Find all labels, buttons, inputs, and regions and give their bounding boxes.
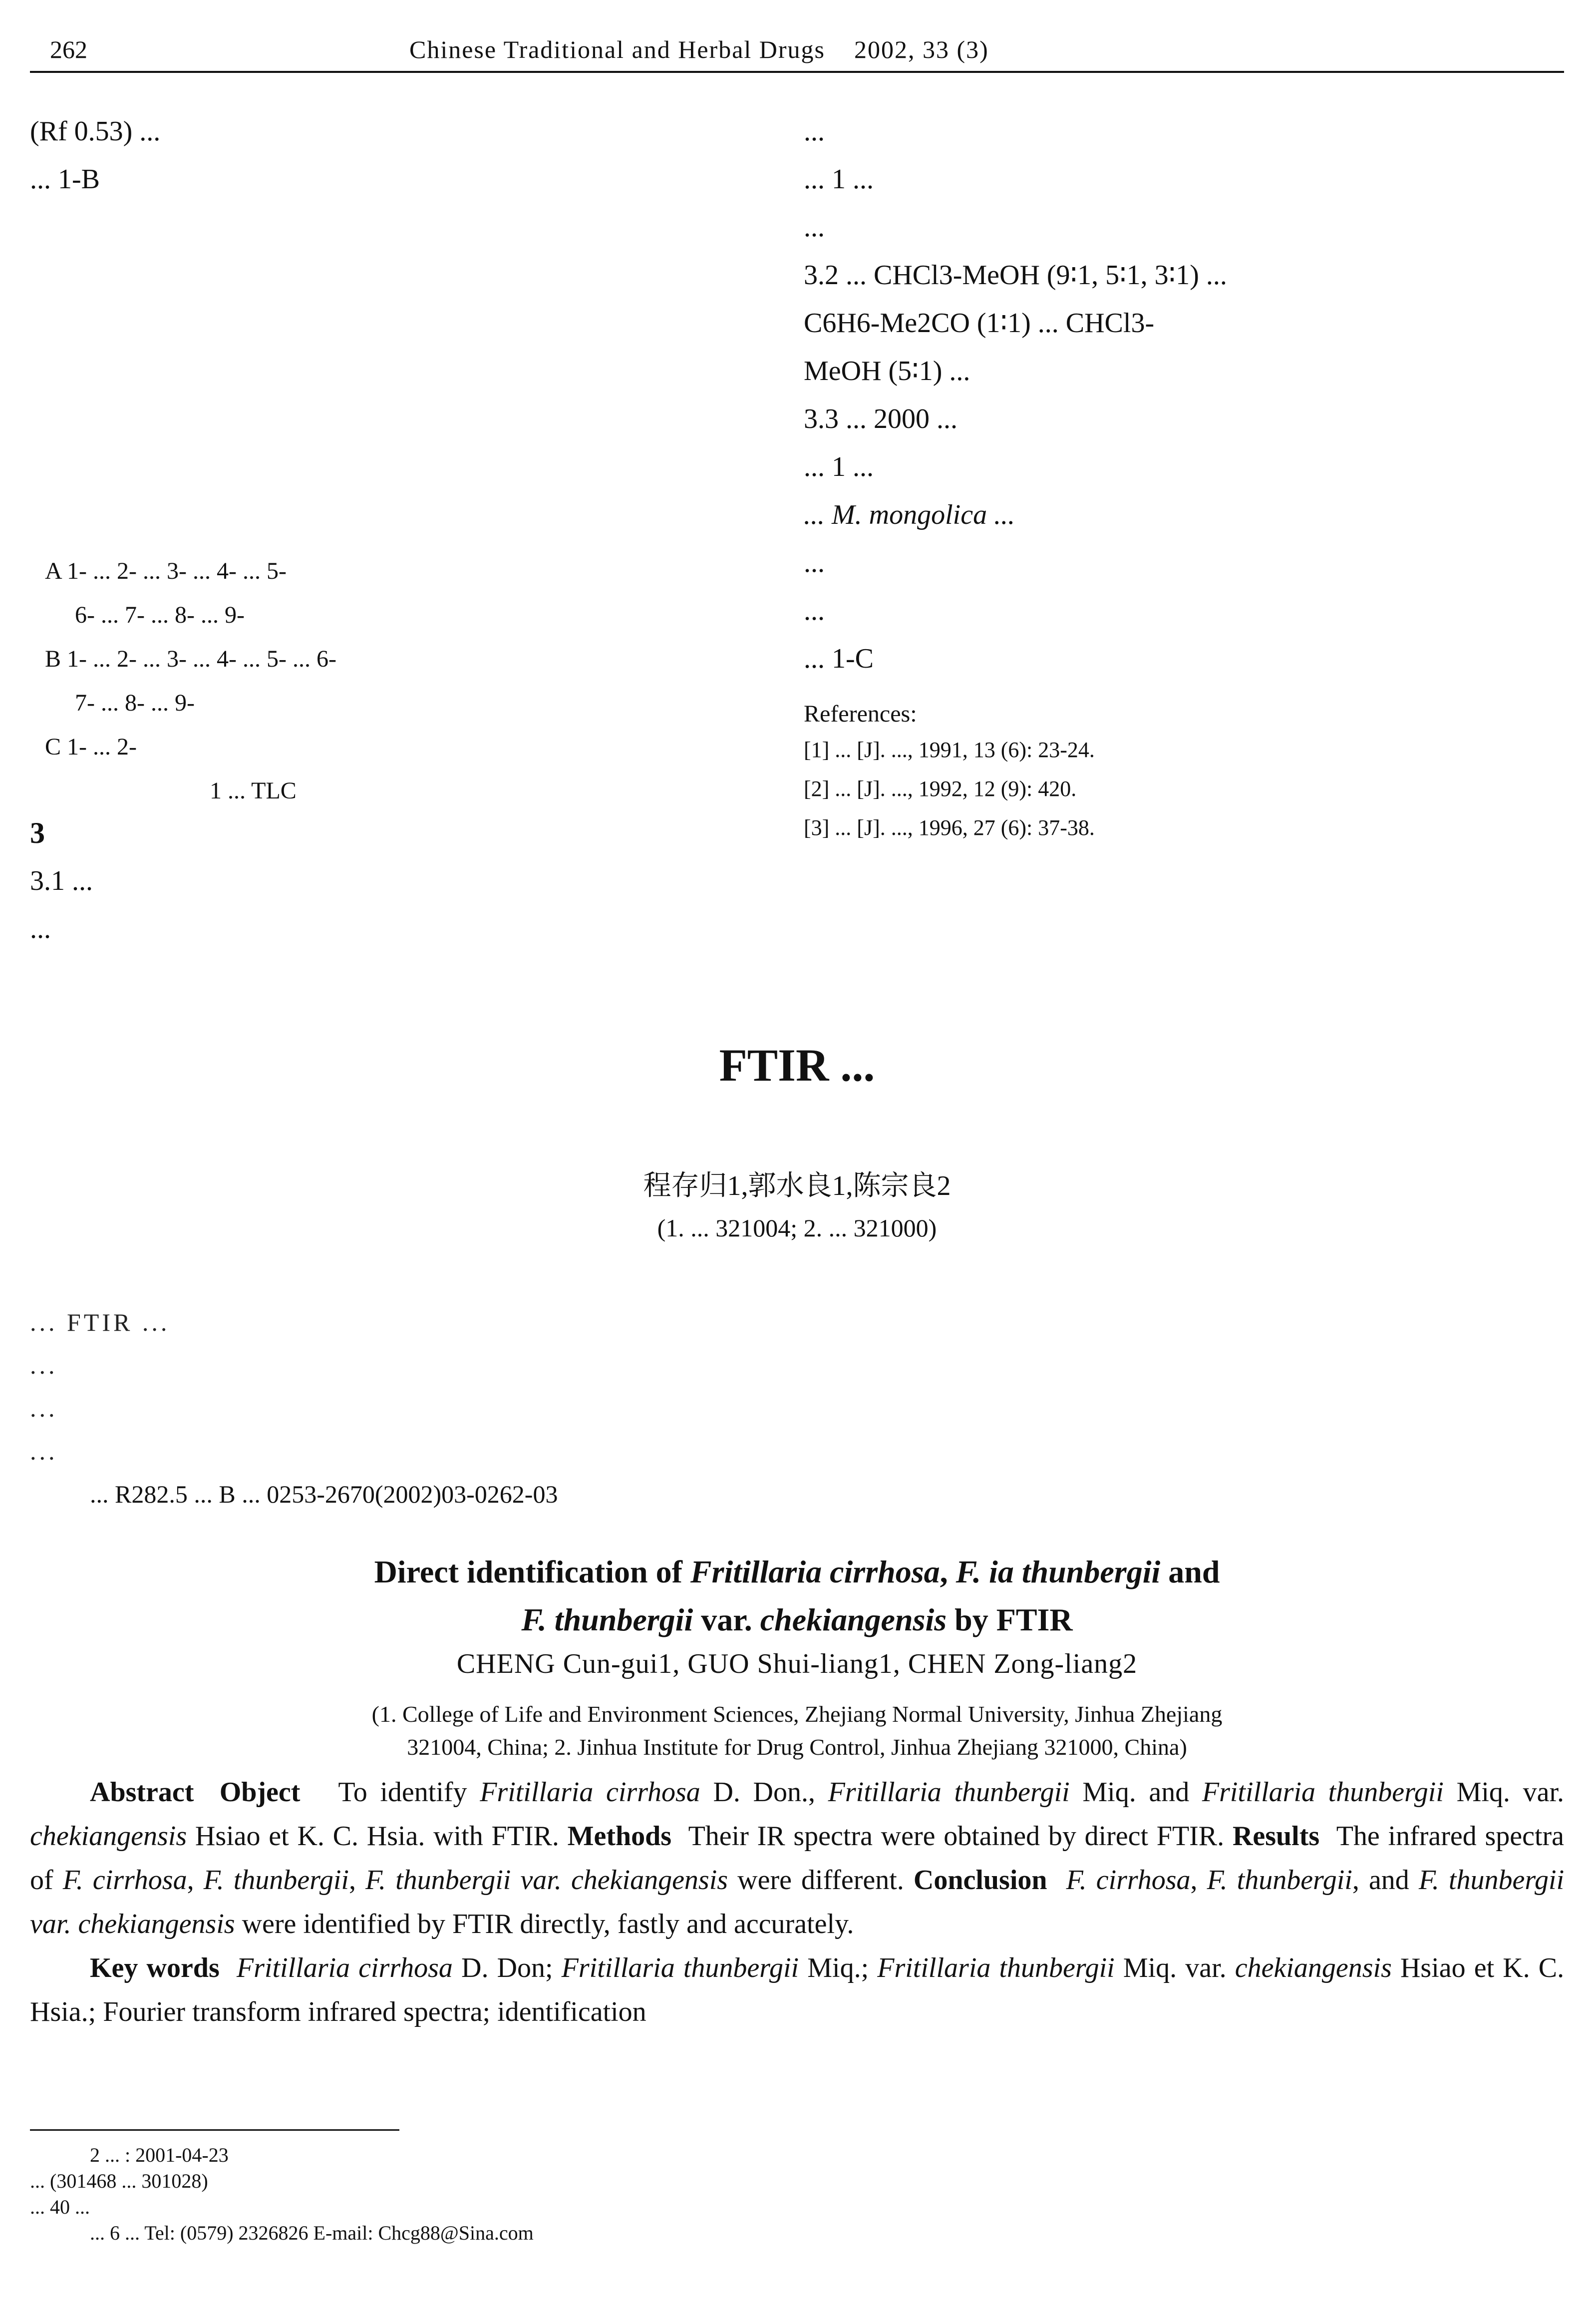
legend-line: A 1- ... 2- ... 3- ... 4- ... 5-	[45, 558, 287, 584]
cn-abstract-line: ... FTIR ...	[30, 1308, 170, 1336]
footnote-line: ... 40 ...	[30, 2196, 90, 2218]
received-date: 2 ... : 2001-04-23	[90, 2144, 229, 2166]
figure-caption: 1 ... TLC	[210, 777, 297, 804]
page-number: 262	[50, 35, 87, 63]
english-authors: CHENG Cun-gui1, GUO Shui-liang1, CHEN Zong-liang2	[456, 1648, 1138, 1679]
section-heading: 3	[30, 816, 45, 849]
chinese-authors: 程存归1,郭水良1,陈宗良2	[643, 1170, 951, 1201]
section-line: ...	[30, 913, 51, 944]
right-line: C6H6-Me2CO (1∶1) ... CHCl3-	[804, 308, 1155, 339]
chinese-title: FTIR ...	[719, 1040, 875, 1091]
right-line: ...	[804, 116, 825, 147]
left-column	[30, 107, 754, 203]
right-line: ... 1 ...	[804, 451, 874, 482]
left-line-2: ... 1-B	[30, 164, 100, 195]
footnote-line: ... (301468 ... 301028)	[30, 2170, 208, 2192]
right-line: 3.2 ... CHCl3-MeOH (9∶1, 5∶1, 3∶1) ...	[804, 260, 1227, 291]
legend-line: 6- ... 7- ... 8- ... 9-	[75, 602, 245, 628]
keywords-paragraph: Key words Fritillaria cirrhosa D. Don; Fritillaria thunbergii Miq.; Fritillaria thunbergii Miq. var. chekiangensis Hsiao et K. C. Hsia.; Fourier transform infrared spectra; identification	[30, 1952, 1565, 2027]
right-line: ... 1 ...	[804, 164, 874, 195]
legend-line: C 1- ... 2-	[45, 734, 137, 760]
reference-item: [3] ... [J]. ..., 1996, 27 (6): 37-38.	[804, 815, 1095, 840]
figure-legend	[45, 549, 754, 813]
cn-keywords-line: ...	[30, 1437, 58, 1465]
reference-item: [2] ... [J]. ..., 1992, 12 (9): 420.	[804, 776, 1077, 801]
right-line: ...	[804, 547, 825, 578]
cn-abstract-line: ...	[30, 1351, 58, 1379]
english-title	[30, 1548, 1564, 1644]
right-line: ... 1-C	[804, 643, 874, 674]
footnote-rule	[30, 2129, 399, 2131]
abstract	[30, 1770, 1564, 2034]
english-affiliation: (1. College of Life and Environment Sciences, Zhejiang Normal University, Jinhua Zhejiang 321004, China; 2. Jinhua Institute for Drug Control, Jinhua Zhejiang 321000, China)	[371, 1701, 1223, 1760]
legend-line: 7- ... 8- ... 9-	[75, 690, 195, 716]
journal-issue: 2002, 33 (3)	[854, 35, 989, 63]
right-line: 3.3 ... 2000 ...	[804, 403, 957, 434]
legend-line: B 1- ... 2- ... 3- ... 4- ... 5- ... 6-	[45, 646, 336, 672]
references-heading: References:	[804, 701, 917, 727]
journal-name: Chinese Traditional and Herbal Drugs 2002, 33 (3)	[409, 35, 989, 63]
cn-classification-line: ... R282.5 ... B ... 0253-2670(2002)03-0262-03	[90, 1480, 558, 1508]
right-line: ...	[804, 595, 825, 626]
right-column	[804, 107, 1568, 683]
english-title-line-1: Direct identification of Fritillaria cirrhosa, F. ia thunbergii and	[374, 1554, 1220, 1589]
references	[804, 699, 1553, 852]
page-header	[30, 30, 1564, 75]
chinese-affiliation: (1. ... 321004; 2. ... 321000)	[657, 1214, 937, 1242]
cn-abstract-line: ...	[30, 1394, 58, 1422]
footnotes	[30, 2142, 1564, 2246]
right-line: ... M. mongolica ...	[804, 499, 1015, 530]
chinese-abstract	[30, 1301, 1564, 1516]
right-line: MeOH (5∶1) ...	[804, 356, 970, 387]
reference-item: [1] ... [J]. ..., 1991, 13 (6): 23-24.	[804, 738, 1095, 762]
footnote-contact: ... 6 ... Tel: (0579) 2326826 E-mail: Chcg88@Sina.com	[90, 2222, 534, 2244]
left-line-1: (Rf 0.53) ...	[30, 116, 161, 147]
section-3	[30, 809, 754, 953]
header-rule	[30, 71, 1564, 73]
abstract-paragraph: Abstract Object To identify Fritillaria cirrhosa D. Don., Fritillaria thunbergii Miq. and Fritillaria thunbergii Miq. var. chekiangensis Hsiao et K. C. Hsia. with FTIR. Methods Their IR spectra were obtained by direct FTIR. Results The infrared spectra of F. cirrhosa, F. thunbergii, F. thunbergii var. chekiangensis were different. Conclusion F. cirrhosa, F. thunbergii, and F. thunbergii var. chekiangensis were identified by FTIR directly, fastly and accurately.	[30, 1777, 1565, 1939]
english-title-line-2: F. thunbergii var. chekiangensis by FTIR	[521, 1602, 1073, 1637]
section-line: 3.1 ...	[30, 865, 93, 896]
right-line: ...	[804, 212, 825, 243]
